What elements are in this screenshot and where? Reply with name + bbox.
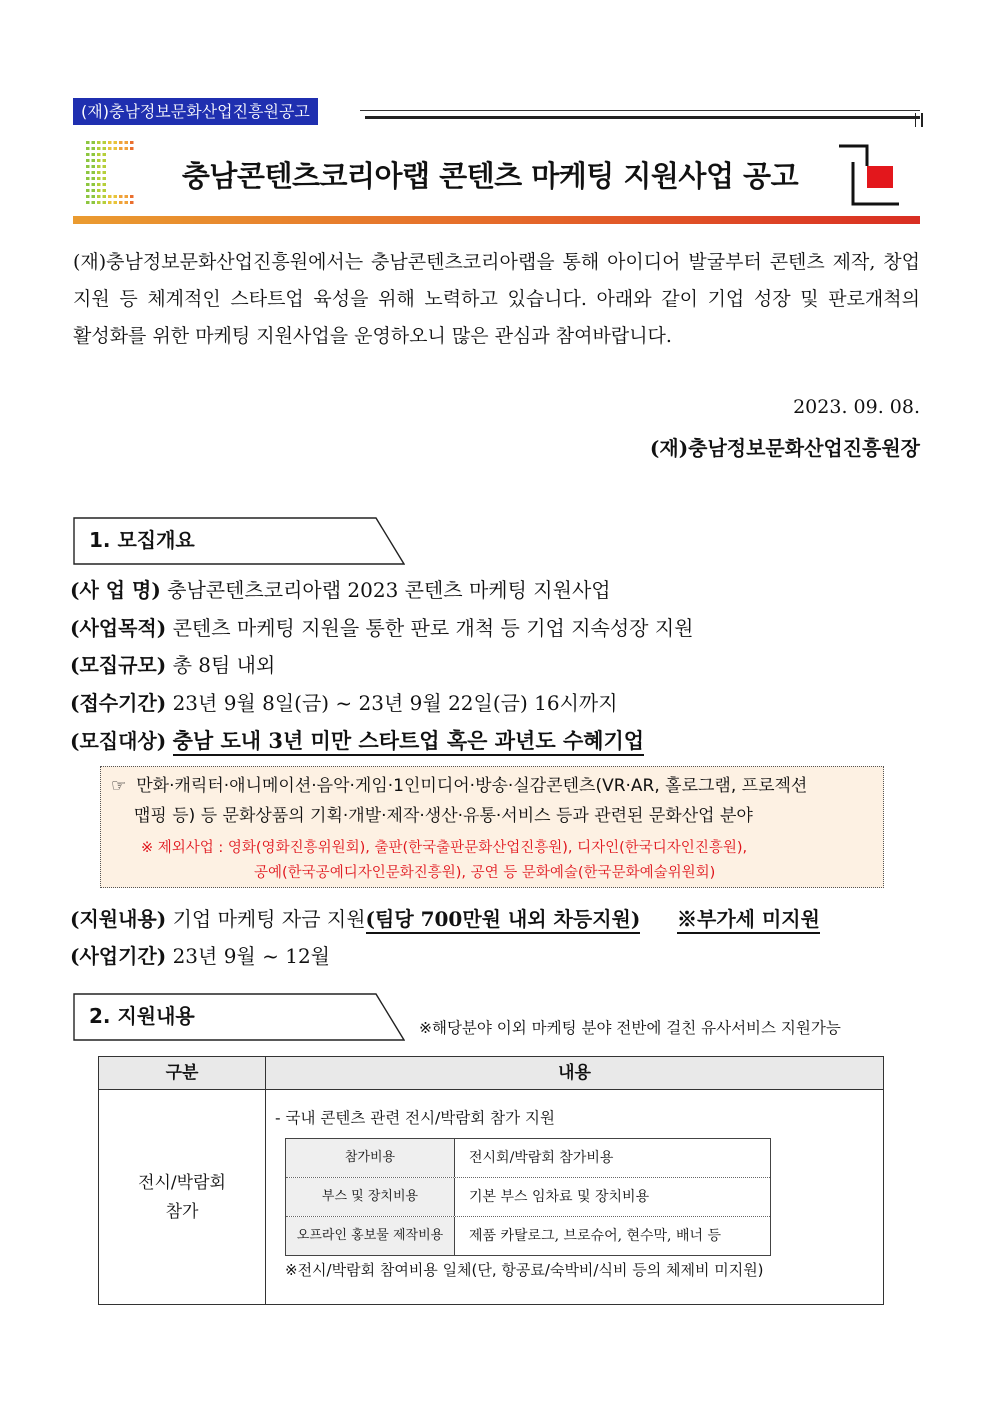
section-1-title: 1. 모집개요 (89, 528, 195, 552)
section-2-note: ※해당분야 이외 마케팅 분야 전반에 걸친 유사서비스 지원가능 (419, 1019, 841, 1037)
note-line-1: ☞ 만화·캐릭터·애니메이션·음악·게임·1인미디어·방송·실감콘텐츠(VR·AR, 홀로그램, 프로젝션 (111, 772, 807, 800)
row-value-underlined: 충남 도내 3년 미만 스타트업 혹은 과년도 수혜기업 (173, 728, 645, 756)
table-row (286, 1139, 770, 1178)
exclusion-note-2: 공예(한국공예디자인문화진흥원), 공연 등 문화예술(한국문화예술위원회) (254, 865, 716, 881)
row-key: (사업기간) (70, 944, 167, 968)
cost-item-value: 기본 부스 임차료 및 장치비용 (469, 1189, 650, 1205)
table-header-row (99, 1057, 883, 1090)
row-value: 콘텐츠 마케팅 지원을 통한 판로 개척 등 기업 지속성장 지원 (172, 616, 694, 640)
info-row-project-period (70, 941, 330, 971)
section-2-title: 2. 지원내용 (89, 1004, 195, 1028)
header-divider-thick (365, 116, 920, 119)
row-key: (사 업 명) (70, 578, 161, 602)
table-column-divider (265, 1057, 266, 1304)
signer-name: (재)충남정보문화산업진흥원장 (649, 436, 920, 460)
table-category-cell: 전시/박람회 참가 (138, 1173, 226, 1222)
support-amount-highlight: (팀당 700만원 내외 차등지원) (366, 907, 641, 934)
info-row-purpose (70, 613, 693, 643)
cost-item-value: 제품 카탈로그, 브로슈어, 현수막, 배너 등 (469, 1228, 721, 1244)
content-korea-lab-logo-icon (833, 138, 903, 210)
org-announcement-tag: (재)충남정보문화산업진흥원공고 (73, 98, 318, 125)
cost-item-key: 참가비용 (286, 1139, 455, 1177)
title-gradient-rule (73, 216, 920, 224)
table-header-category: 구분 (165, 1063, 199, 1083)
table-row (286, 1217, 770, 1255)
table-row (286, 1178, 770, 1217)
info-row-target (70, 726, 644, 756)
cost-item-key: 부스 및 장치비용 (286, 1178, 455, 1216)
row-value: 기업 마케팅 자금 지원 (172, 907, 366, 931)
info-row-application-period (70, 688, 618, 718)
row-key: (접수기간) (70, 691, 167, 715)
intro-paragraph: (재)충남정보문화산업진흥원에서는 충남콘텐츠코리아랩을 통해 아이디어 발굴부터 콘텐츠 제작, 창업 지원 등 체계적인 스타트업 육성을 위해 노력하고 있습니다. 아래와 같이 기업 성장 및 판로개척의 활성화를 위한 마케팅 지원사업을 운영하오니 많은 관심과 참여바랍니다. (73, 251, 920, 347)
row-value: 23년 9월 ~ 12월 (172, 944, 330, 968)
note-line-2: 맵핑 등) 등 문화상품의 기획·개발·제작·생산·유통·서비스 등과 관련된 문화산업 분야 (134, 806, 753, 826)
cost-items-subtable (285, 1138, 771, 1256)
section-1-header (73, 517, 405, 565)
vat-note: ※부가세 미지원 (677, 907, 820, 934)
row-key: (모집대상) (70, 729, 167, 753)
row-key: (지원내용) (70, 907, 167, 931)
info-row-support (70, 904, 820, 934)
info-row-scale (70, 650, 275, 680)
row-value: 총 8팀 내외 (172, 653, 276, 677)
support-content-table (98, 1056, 884, 1305)
cost-item-key: 오프라인 홍보물 제작비용 (286, 1217, 455, 1255)
info-row-business-name (70, 575, 611, 605)
row-value: 충남콘텐츠코리아랩 2023 콘텐츠 마케팅 지원사업 (167, 578, 611, 602)
document-title: 충남콘텐츠코리아랩 콘텐츠 마케팅 지원사업 공고 (181, 159, 799, 193)
cost-item-value: 전시회/박람회 참가비용 (469, 1150, 614, 1166)
exclusion-note-1: ※ 제외사업 : 영화(영화진흥위원회), 출판(한국출판문화산업진흥원), 디자인(한국디자인진흥원), (141, 840, 748, 856)
table-header-content: 내용 (558, 1063, 591, 1083)
table-footnote: ※전시/박람회 참여비용 일체(단, 항공료/숙박비/식비 등의 체제비 미지원) (285, 1261, 764, 1279)
row-key: (모집규모) (70, 653, 167, 677)
announcement-date: 2023. 09. 08. (793, 396, 920, 418)
header-divider-endcap (915, 113, 923, 127)
table-description: - 국내 콘텐츠 관련 전시/박람회 참가 지원 (275, 1109, 555, 1127)
dotted-c-logo-icon (84, 139, 154, 209)
eligible-fields-note-box (100, 766, 884, 888)
row-value: 23년 9월 8일(금) ~ 23년 9월 22일(금) 16시까지 (172, 691, 618, 715)
header-divider-thin (360, 110, 920, 111)
section-2-header (73, 993, 405, 1041)
pointing-hand-icon: ☞ (111, 776, 127, 796)
row-key: (사업목적) (70, 616, 167, 640)
